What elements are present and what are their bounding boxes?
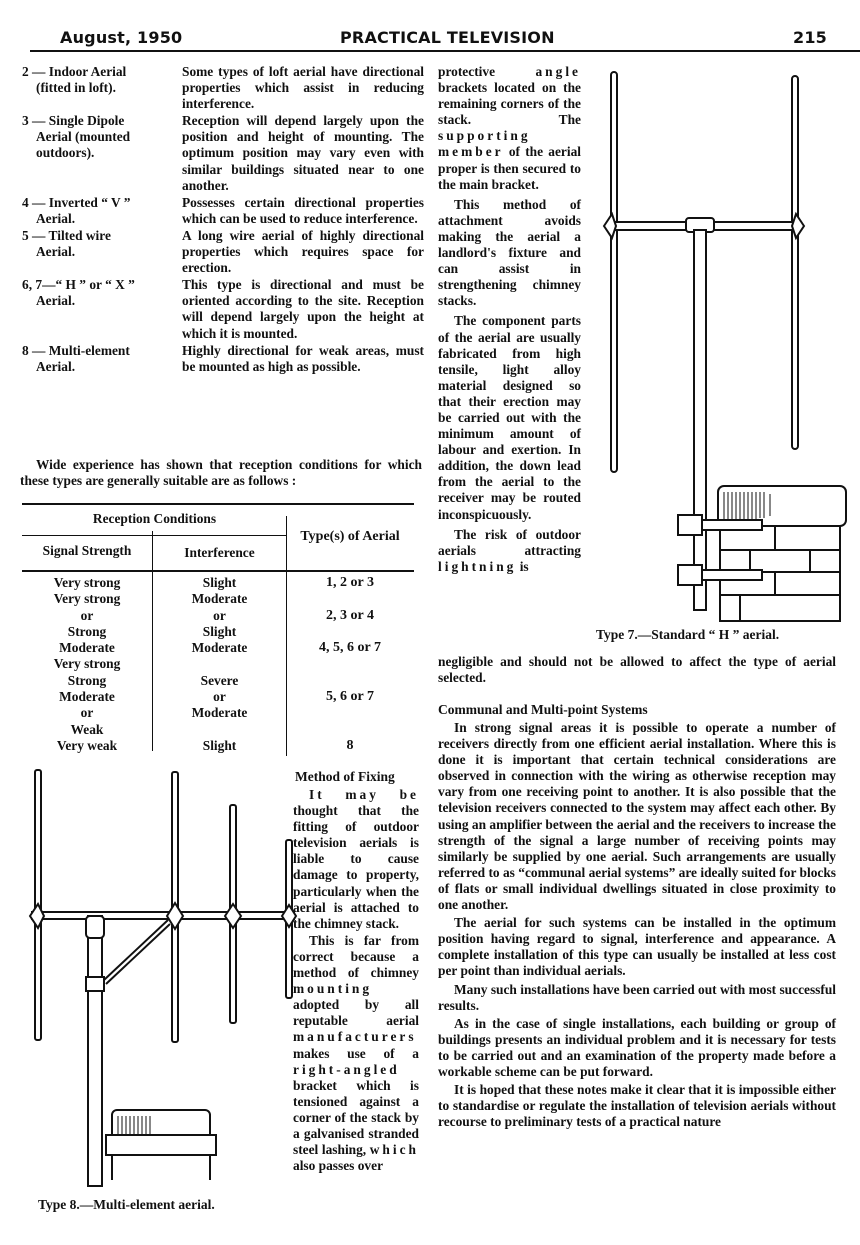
magazine-title: PRACTICAL TELEVISION bbox=[340, 28, 555, 47]
aerial-type-item bbox=[22, 113, 424, 193]
aerial-type-description: Possesses certain directional properties which can be used to reduce interference. bbox=[182, 194, 424, 226]
table-cell bbox=[286, 591, 414, 607]
aerial-type-name-cont: Aerial. bbox=[36, 293, 76, 309]
table-cell: Strong bbox=[67, 672, 107, 688]
paragraph: The aerial for such systems can be installed in the optimum position having regard to signal, interference and appearance. A complete installation of this type can usually be installed at less cost per point than individual aerials. bbox=[438, 915, 836, 979]
table-cell: Moderate bbox=[191, 591, 248, 607]
figure-caption-type7: Type 7.—Standard “ H ” aerial. bbox=[596, 627, 780, 642]
table-cell: Very strong bbox=[53, 656, 121, 672]
header-date: August, 1950 bbox=[60, 28, 183, 47]
table-cell: Slight bbox=[202, 737, 237, 753]
table-cell bbox=[286, 624, 414, 640]
header-rule bbox=[30, 50, 860, 52]
aerial-type-name-cont: (fitted in loft). bbox=[36, 80, 116, 96]
joint-left bbox=[604, 214, 616, 238]
aerial-type-item bbox=[22, 228, 424, 276]
text: protective bbox=[438, 64, 536, 79]
paragraph bbox=[293, 933, 419, 1174]
aerial-type-name-cont: Aerial. bbox=[36, 244, 76, 260]
text: This is far from correct because a method of chimney bbox=[293, 932, 419, 981]
aerial-type-item bbox=[22, 195, 424, 227]
paragraph: In strong signal areas it is possible to operate a number of receivers directly from one efficient aerial installation. Where this is done it is important that certain technical considerations are observed in connection with the wiring as otherwise reception may vary from one receiving point to another. It is also possible that the television receivers connected to the system may affect each other. By using an amplifier between the aerial and the receivers to increase the strength of the signal a large number of receiving points may similarly be supplied by one aerial. Such arrangements are usually referred to as “communal aerial systems” are ideally suited for blocks of flats or small individual dwellings situated in close proximity to one another. bbox=[438, 720, 836, 913]
aerial-type-name: 3 — Single Dipole bbox=[22, 113, 125, 129]
paragraph: It is hoped that these notes make it clear that it is impossible either to standardise or regulate the installation of television aerials without recourse to preliminary tests of a practical nature bbox=[438, 1082, 836, 1130]
aerial-type-description: A long wire aerial of highly directional properties which requires space for erection. bbox=[182, 227, 424, 276]
table-cell: Weak bbox=[70, 721, 104, 737]
text: bracket which is tensioned against a corner of the stack by a galvanised stranded steel lashing, bbox=[293, 1077, 419, 1158]
text: makes use of a bbox=[293, 1045, 419, 1061]
text: thought that the fitting of outdoor television aerials is liable to cause damage to property, particularly when the aerial is attached to the chimney stack. bbox=[293, 803, 419, 931]
aerial-type-name-cont: Aerial (mounted outdoors). bbox=[36, 129, 131, 161]
text: also passes over bbox=[293, 1158, 384, 1174]
dipole-element-left bbox=[611, 72, 617, 472]
paragraph: The component parts of the aerial are usually fabricated from high tensile, light alloy material designed so that their erection may be carried out with the minimum amount of labour and exertion. In addition, the down lead from the aerial to the receiver may be routed inconspicuously. bbox=[438, 313, 581, 522]
table-cell: 2, 3 or 4 bbox=[326, 607, 374, 623]
paragraph: negligible and should not be allowed to affect the type of aerial selected. bbox=[438, 654, 836, 686]
table-cell bbox=[286, 722, 414, 738]
table-cell: Strong bbox=[67, 623, 107, 639]
aerial-type-column bbox=[286, 575, 414, 754]
interference-column bbox=[152, 575, 287, 754]
table-cell bbox=[286, 656, 414, 672]
text-spaced: supporting member bbox=[438, 128, 531, 160]
text-spaced: angle bbox=[535, 64, 581, 79]
table-cell: 5, 6 or 7 bbox=[326, 689, 374, 705]
text: is bbox=[516, 558, 529, 574]
aerial-type-description: This type is directional and must be oriented according to the site. Reception will depend largely upon the height at which it is mounted. bbox=[182, 277, 424, 341]
table-cell bbox=[152, 656, 287, 672]
aerial-type-name: 5 — Tilted wire bbox=[22, 227, 111, 243]
table-group-header: Reception Conditions bbox=[92, 511, 217, 526]
joint-right bbox=[792, 214, 804, 238]
table-rule bbox=[22, 570, 414, 572]
aerial-type-name-cont: Aerial. bbox=[36, 210, 76, 226]
aerial-types-list bbox=[22, 64, 424, 376]
table-cell: Very strong bbox=[53, 591, 121, 607]
h-aerial-illustration bbox=[590, 60, 850, 620]
aerial-type-name: 2 — Indoor Aerial bbox=[22, 64, 127, 79]
text-spaced: manufacturers bbox=[293, 1029, 417, 1045]
text: of the aerial proper is then secured to the main bracket. bbox=[438, 144, 581, 192]
aerial-type-item bbox=[22, 277, 424, 341]
table-cell: Slight bbox=[202, 575, 237, 590]
paragraph: This method of attachment avoids making the aerial a landlord's fixture and can assist in strengthening chimney stacks. bbox=[438, 196, 581, 309]
mast bbox=[694, 230, 706, 610]
table-rule bbox=[22, 503, 414, 505]
mast-clamp bbox=[86, 977, 104, 991]
middle-column bbox=[438, 64, 581, 579]
table-cell bbox=[286, 705, 414, 721]
paragraph: As in the case of single installations, each building or group of buildings presents an individual problem and it is necessary for tests to be carried out and an examination of the property made before a workable scheme can be put forward. bbox=[438, 1015, 836, 1079]
intro-paragraph: Wide experience has shown that reception conditions for which these types are generally suitable are as follows : bbox=[20, 457, 422, 489]
text: brackets located on the remaining corners of the stack. The bbox=[438, 80, 581, 128]
table-cell bbox=[152, 722, 287, 738]
aerial-type-name-cont: Aerial. bbox=[36, 358, 76, 374]
method-of-fixing-body bbox=[293, 787, 419, 1175]
text: adopted by all reputable aerial bbox=[293, 997, 419, 1029]
multi-element-aerial-illustration bbox=[10, 770, 300, 1190]
text-spaced: mounting bbox=[293, 981, 373, 997]
boom bbox=[32, 912, 294, 919]
table-cell: Very strong bbox=[53, 575, 121, 590]
text-spaced: right-angled bbox=[293, 1061, 400, 1077]
table-cell: 8 bbox=[346, 737, 354, 753]
table-cell: Moderate bbox=[191, 640, 248, 656]
chimney-stack bbox=[718, 486, 846, 621]
dipole-element-right bbox=[792, 76, 798, 449]
mast-clamp bbox=[86, 916, 104, 938]
chimney-stack bbox=[106, 1110, 216, 1180]
table-cell: Moderate bbox=[59, 689, 115, 705]
table-cell: Very weak bbox=[56, 737, 118, 753]
aerial-type-name: 4 — Inverted “ V ” bbox=[22, 194, 131, 210]
aerial-type-description: Some types of loft aerial have directional properties which assist in reducing interference. bbox=[182, 64, 424, 112]
text-spaced: which bbox=[369, 1142, 419, 1158]
table-cell: or bbox=[213, 689, 226, 705]
table-cell: 4, 5, 6 or 7 bbox=[319, 640, 381, 656]
table-cell: Slight bbox=[202, 623, 237, 639]
text-spaced: lightning bbox=[438, 558, 517, 574]
table-cell: or bbox=[80, 705, 94, 721]
page-number: 215 bbox=[793, 28, 827, 47]
aerial-type-name: 6, 7—“ H ” or “ X ” bbox=[22, 277, 135, 293]
aerial-type-description: Highly directional for weak areas, must be mounted as high as possible. bbox=[182, 342, 424, 374]
table-cell: Moderate bbox=[59, 640, 115, 656]
text: The risk of outdoor aerials attracting bbox=[438, 526, 581, 558]
table-rule bbox=[22, 535, 287, 536]
table-header-interference: Interference bbox=[184, 545, 255, 560]
paragraph: Many such installations have been carried out with most successful results. bbox=[438, 981, 837, 1013]
aerial-type-item bbox=[22, 343, 424, 375]
figure-caption-type8: Type 8.—Multi-element aerial. bbox=[38, 1197, 215, 1212]
table-cell: Moderate bbox=[191, 705, 248, 721]
text-spaced: It may be bbox=[309, 787, 419, 802]
table-header-signal: Signal Strength bbox=[42, 543, 132, 558]
table-cell: or bbox=[80, 607, 94, 623]
aerial-type-item bbox=[22, 64, 424, 112]
table-cell: Severe bbox=[200, 672, 239, 688]
section-heading: Method of Fixing bbox=[295, 769, 395, 784]
paragraph bbox=[293, 787, 419, 932]
table-header-type: Type(s) of Aerial bbox=[300, 529, 400, 544]
brace bbox=[104, 920, 168, 980]
signal-strength-column bbox=[22, 575, 152, 754]
communal-section-body bbox=[438, 720, 836, 1132]
table-cell bbox=[286, 673, 414, 689]
aerial-type-description: Reception will depend largely upon the position and height of mounting. The optimum position may vary even with similar buildings situated near to one another. bbox=[182, 113, 424, 193]
mast bbox=[88, 916, 102, 1186]
paragraph bbox=[438, 64, 581, 193]
table-cell: or bbox=[213, 607, 226, 623]
section-heading: Communal and Multi-point Systems bbox=[438, 702, 648, 717]
table-cell: 1, 2 or 3 bbox=[326, 575, 374, 590]
aerial-type-name: 8 — Multi-element bbox=[22, 342, 130, 358]
paragraph bbox=[438, 527, 581, 575]
